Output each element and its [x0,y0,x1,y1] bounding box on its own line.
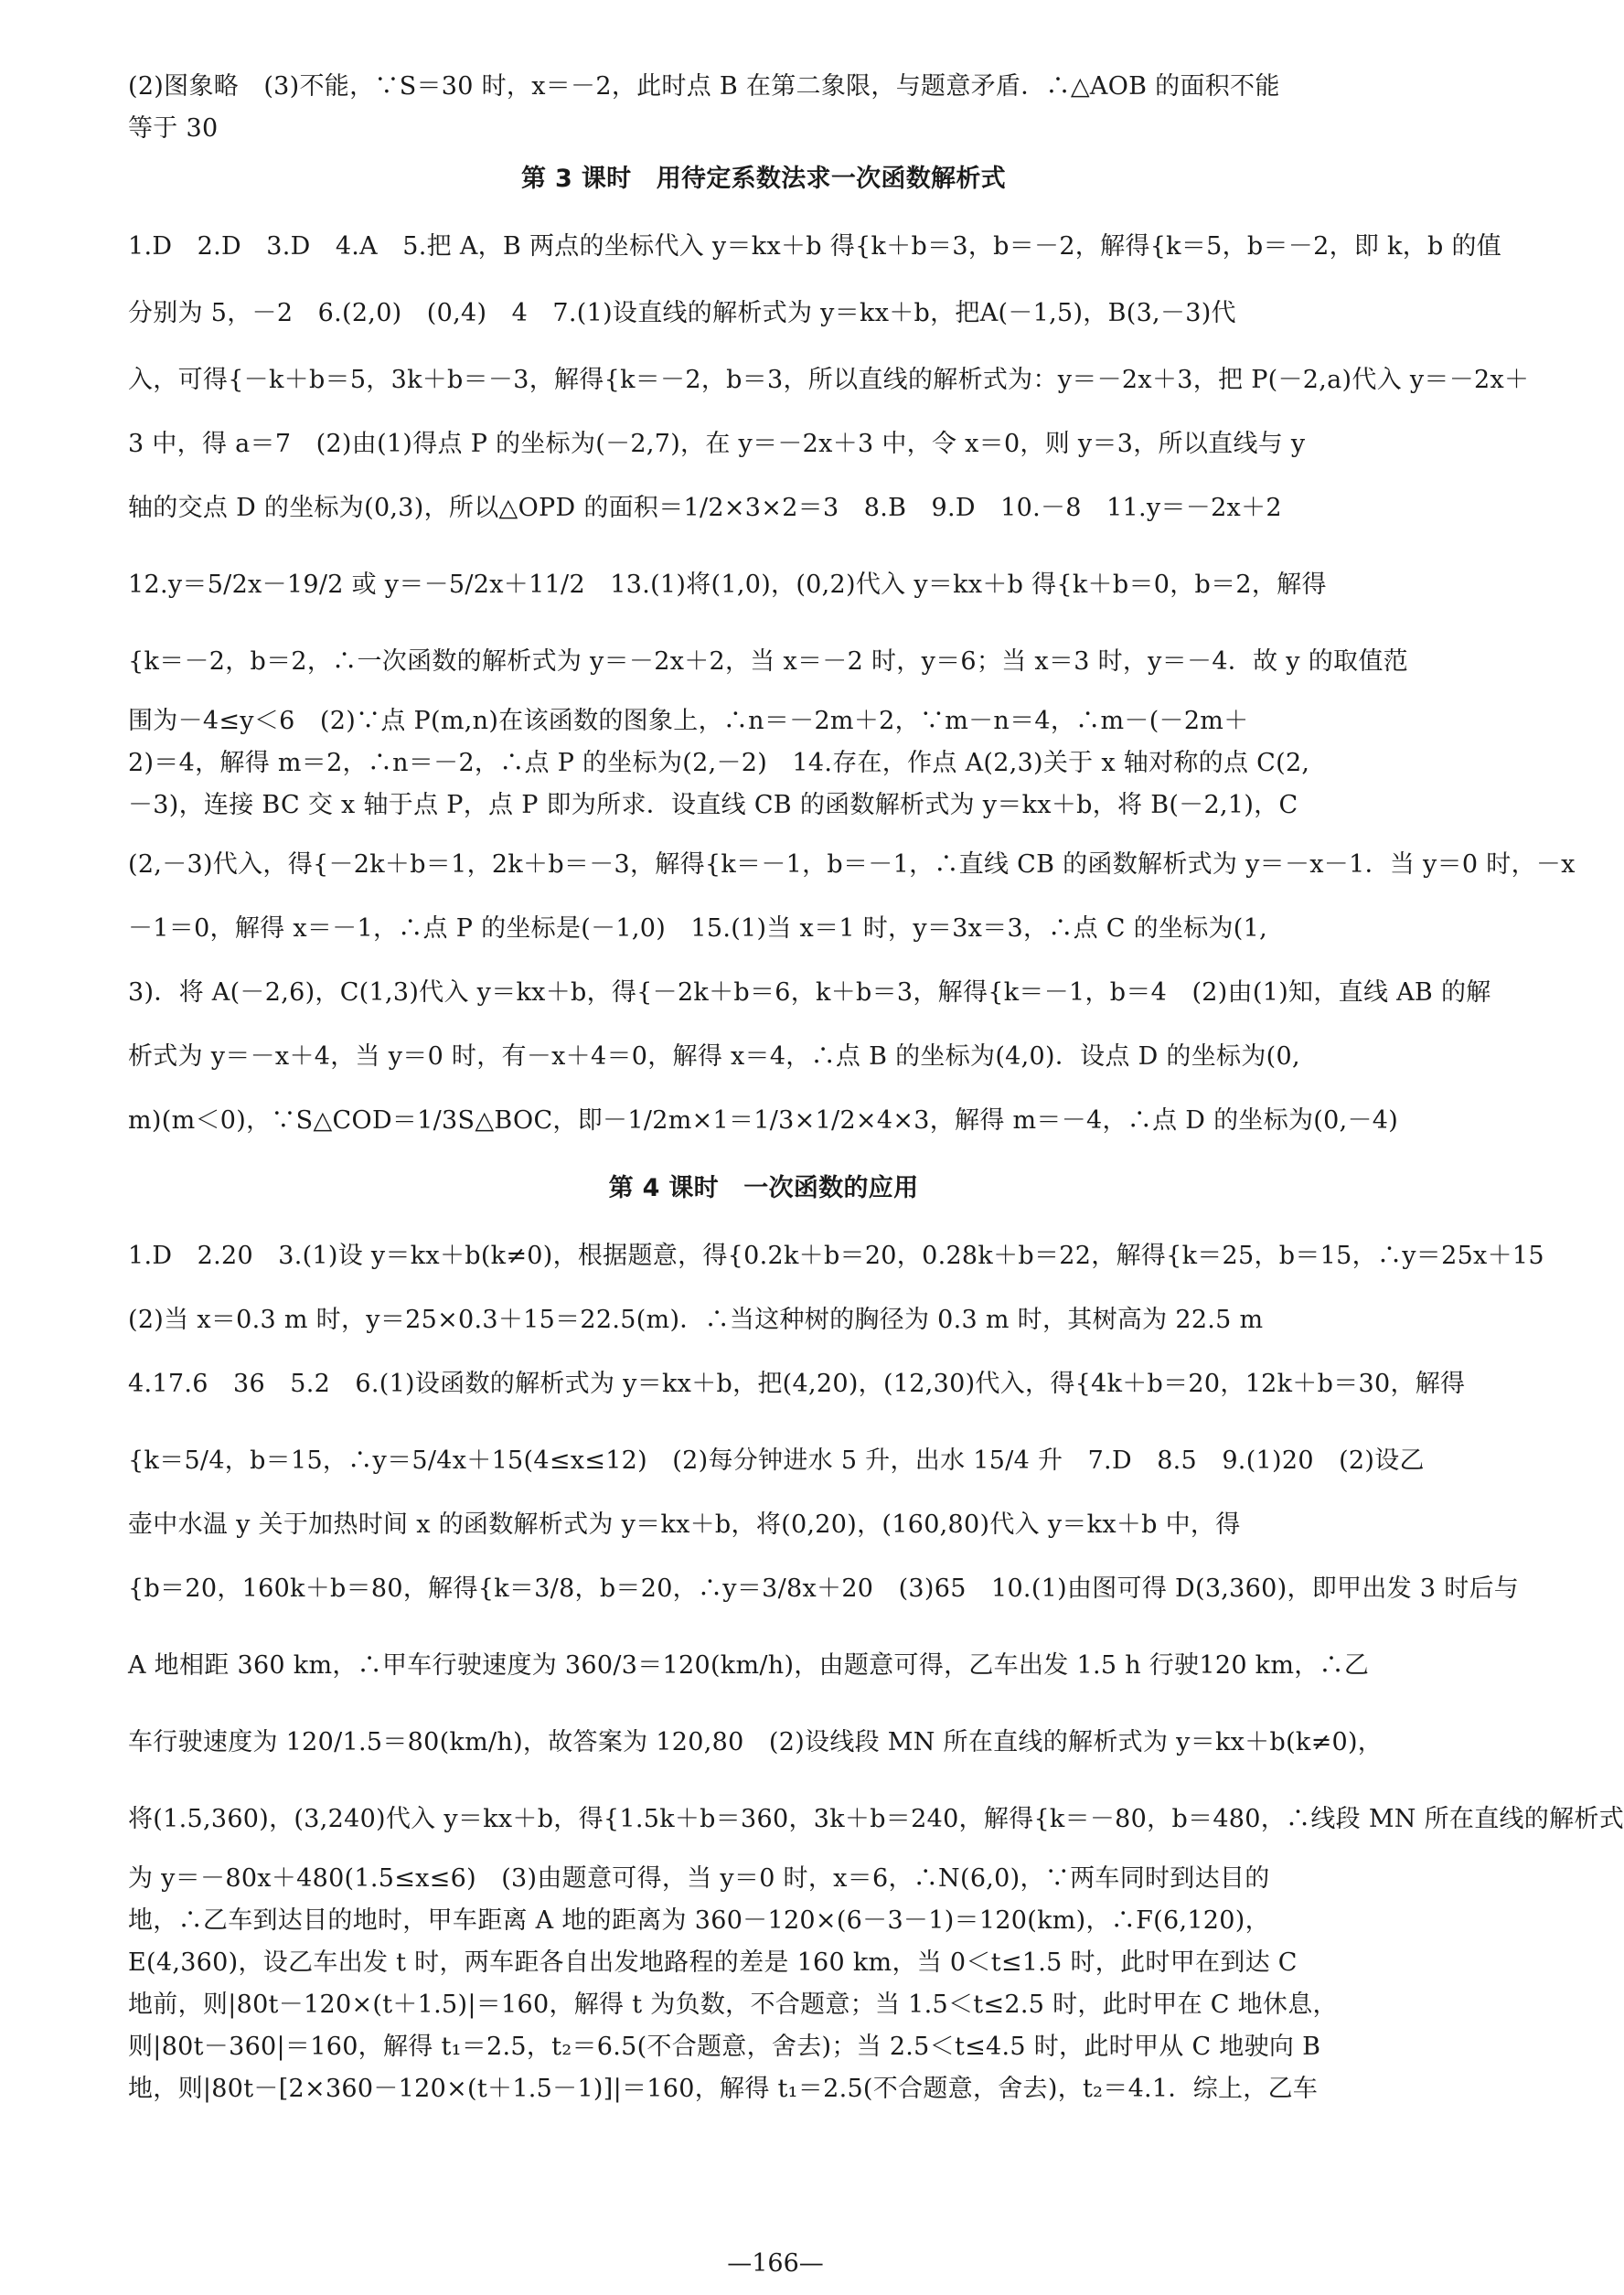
text-line: 3 中，得 a＝7 (2)由(1)得点 P 的坐标为(－2,7)，在 y＝－2x＋3 中，令 x＝0，则 y＝3，所以直线与 y [128,430,1306,458]
text-line: (2,－3)代入，得{－2k＋b＝1，2k＋b＝－3，解得{k＝－1，b＝－1，∴直线 CB 的函数解析式为 y＝－x－1．当 y＝0 时，－x [128,850,1576,879]
text-line: 3)．将 A(－2,6)，C(1,3)代入 y＝kx＋b，得{－2k＋b＝6，k＋b＝3，解得{k＝－1，b＝4 (2)由(1)知，直线 AB 的解 [128,978,1491,1007]
text-line: 12.y＝5/2x－19/2 或 y＝－5/2x＋11/2 13.(1)将(1,0)，(0,2)代入 y＝kx＋b 得{k＋b＝0，b＝2，解得 [128,571,1327,599]
text-line: (2)当 x＝0.3 m 时，y＝25×0.3＋15＝22.5(m)．∴当这种树的胸径为 0.3 m 时，其树高为 22.5 m [128,1306,1264,1334]
text-line: 4.17.6 36 5.2 6.(1)设函数的解析式为 y＝kx＋b，把(4,20)，(12,30)代入，得{4k＋b＝20，12k＋b＝30，解得 [128,1370,1466,1398]
text-line: {k＝－2，b＝2，∴一次函数的解析式为 y＝－2x＋2，当 x＝－2 时，y＝6；当 x＝3 时，y＝－4．故 y 的取值范 [128,647,1408,676]
text-line: 入，可得{－k＋b＝5，3k＋b＝－3，解得{k＝－2，b＝3，所以直线的解析式为：y＝－2x＋3，把 P(－2,a)代入 y＝－2x＋ [128,366,1530,394]
text-line: m)(m＜0)，∵S△COD＝1/3S△BOC，即－1/2m×1＝1/3×1/2×4×3，解得 m＝－4，∴点 D 的坐标为(0,－4) [128,1106,1399,1135]
text-line: {b＝20，160k＋b＝80，解得{k＝3/8，b＝20，∴y＝3/8x＋20 (3)65 10.(1)由图可得 D(3,360)，即甲出发 3 时后与 [128,1574,1520,1603]
lesson-heading: 第 3 课时 用待定系数法求一次函数解析式 [521,165,1006,193]
text-line: 1.D 2.20 3.(1)设 y＝kx＋b(k≠0)，根据题意，得{0.2k＋b＝20，0.28k＋b＝22，解得{k＝25，b＝15，∴y＝25x＋15 [128,1242,1544,1270]
text-line: 地，∴乙车到达目的地时，甲车距离 A 地的距离为 360－120×(6－3－1)＝120(km)，∴F(6,120)， [128,1906,1270,1935]
text-line: 则|80t－360|＝160，解得 t₁＝2.5，t₂＝6.5(不合题意，舍去)；当 2.5＜t≤4.5 时，此时甲从 C 地驶向 B [128,2033,1321,2061]
text-line: (2)图象略 (3)不能，∵S＝30 时，x＝－2，此时点 B 在第二象限，与题意矛盾．∴△AOB 的面积不能 [128,72,1280,101]
text-line: 1.D 2.D 3.D 4.A 5.把 A，B 两点的坐标代入 y＝kx＋b 得{k＋b＝3，b＝－2，解得{k＝5，b＝－2，即 k，b 的值 [128,232,1502,261]
text-line: 地，则|80t－[2×360－120×(t＋1.5－1)]|＝160，解得 t₁＝2.5(不合题意，舍去)，t₂＝4.1．综上，乙车 [128,2075,1319,2103]
text-line: 地前，则|80t－120×(t＋1.5)|＝160，解得 t 为负数，不合题意；当 1.5＜t≤2.5 时，此时甲在 C 地休息， [128,1991,1338,2019]
text-line: 等于 30 [128,114,219,143]
page-content [128,66,1624,2110]
text-line: －1＝0，解得 x＝－1，∴点 P 的坐标是(－1,0) 15.(1)当 x＝1 时，y＝3x＝3，∴点 C 的坐标为(1, [128,914,1267,943]
text-line: 分别为 5，－2 6.(2,0) (0,4) 4 7.(1)设直线的解析式为 y＝kx＋b，把A(－1,5)，B(3,－3)代 [128,299,1236,327]
lesson-heading: 第 4 课时 一次函数的应用 [608,1174,919,1202]
text-line: 为 y＝－80x＋480(1.5≤x≤6) (3)由题意可得，当 y＝0 时，x＝6，∴N(6,0)，∵两车同时到达目的 [128,1864,1270,1893]
page-number: —166— [727,2249,824,2278]
text-line: 轴的交点 D 的坐标为(0,3)，所以△OPD 的面积＝1/2×3×2＝3 8.B 9.D 10.－8 11.y＝－2x＋2 [128,494,1282,522]
text-line: 围为－4≤y＜6 (2)∵点 P(m,n)在该函数的图象上，∴n＝－2m＋2，∵m－n＝4，∴m－(－2m＋ [128,707,1249,735]
text-line: 2)＝4，解得 m＝2，∴n＝－2，∴点 P 的坐标为(2,－2) 14.存在，作点 A(2,3)关于 x 轴对称的点 C(2, [128,749,1310,777]
text-line: 将(1.5,360)，(3,240)代入 y＝kx＋b，得{1.5k＋b＝360，3k＋b＝240，解得{k＝－80，b＝480，∴线段 MN 所在直线的解析式 [128,1805,1624,1833]
text-line: {k＝5/4，b＝15，∴y＝5/4x＋15(4≤x≤12) (2)每分钟进水 5 升，出水 15/4 升 7.D 8.5 9.(1)20 (2)设乙 [128,1446,1425,1475]
text-line: 壶中水温 y 关于加热时间 x 的函数解析式为 y＝kx＋b，将(0,20)，(160,80)代入 y＝kx＋b 中，得 [128,1510,1241,1539]
text-line: 车行驶速度为 120/1.5＝80(km/h)，故答案为 120,80 (2)设线段 MN 所在直线的解析式为 y＝kx＋b(k≠0)， [128,1728,1384,1756]
text-line: E(4,360)，设乙车出发 t 时，两车距各自出发地路程的差是 160 km，当 0＜t≤1.5 时，此时甲在到达 C [128,1948,1298,1977]
text-line: 析式为 y＝－x＋4，当 y＝0 时，有－x＋4＝0，解得 x＝4，∴点 B 的坐标为(4,0)．设点 D 的坐标为(0, [128,1042,1300,1071]
text-line: －3)，连接 BC 交 x 轴于点 P，点 P 即为所求．设直线 CB 的函数解析式为 y＝kx＋b，将 B(－2,1)，C [128,791,1298,819]
text-line: A 地相距 360 km，∴甲车行驶速度为 360/3＝120(km/h)，由题意可得，乙车出发 1.5 h 行驶120 km，∴乙 [128,1651,1370,1680]
